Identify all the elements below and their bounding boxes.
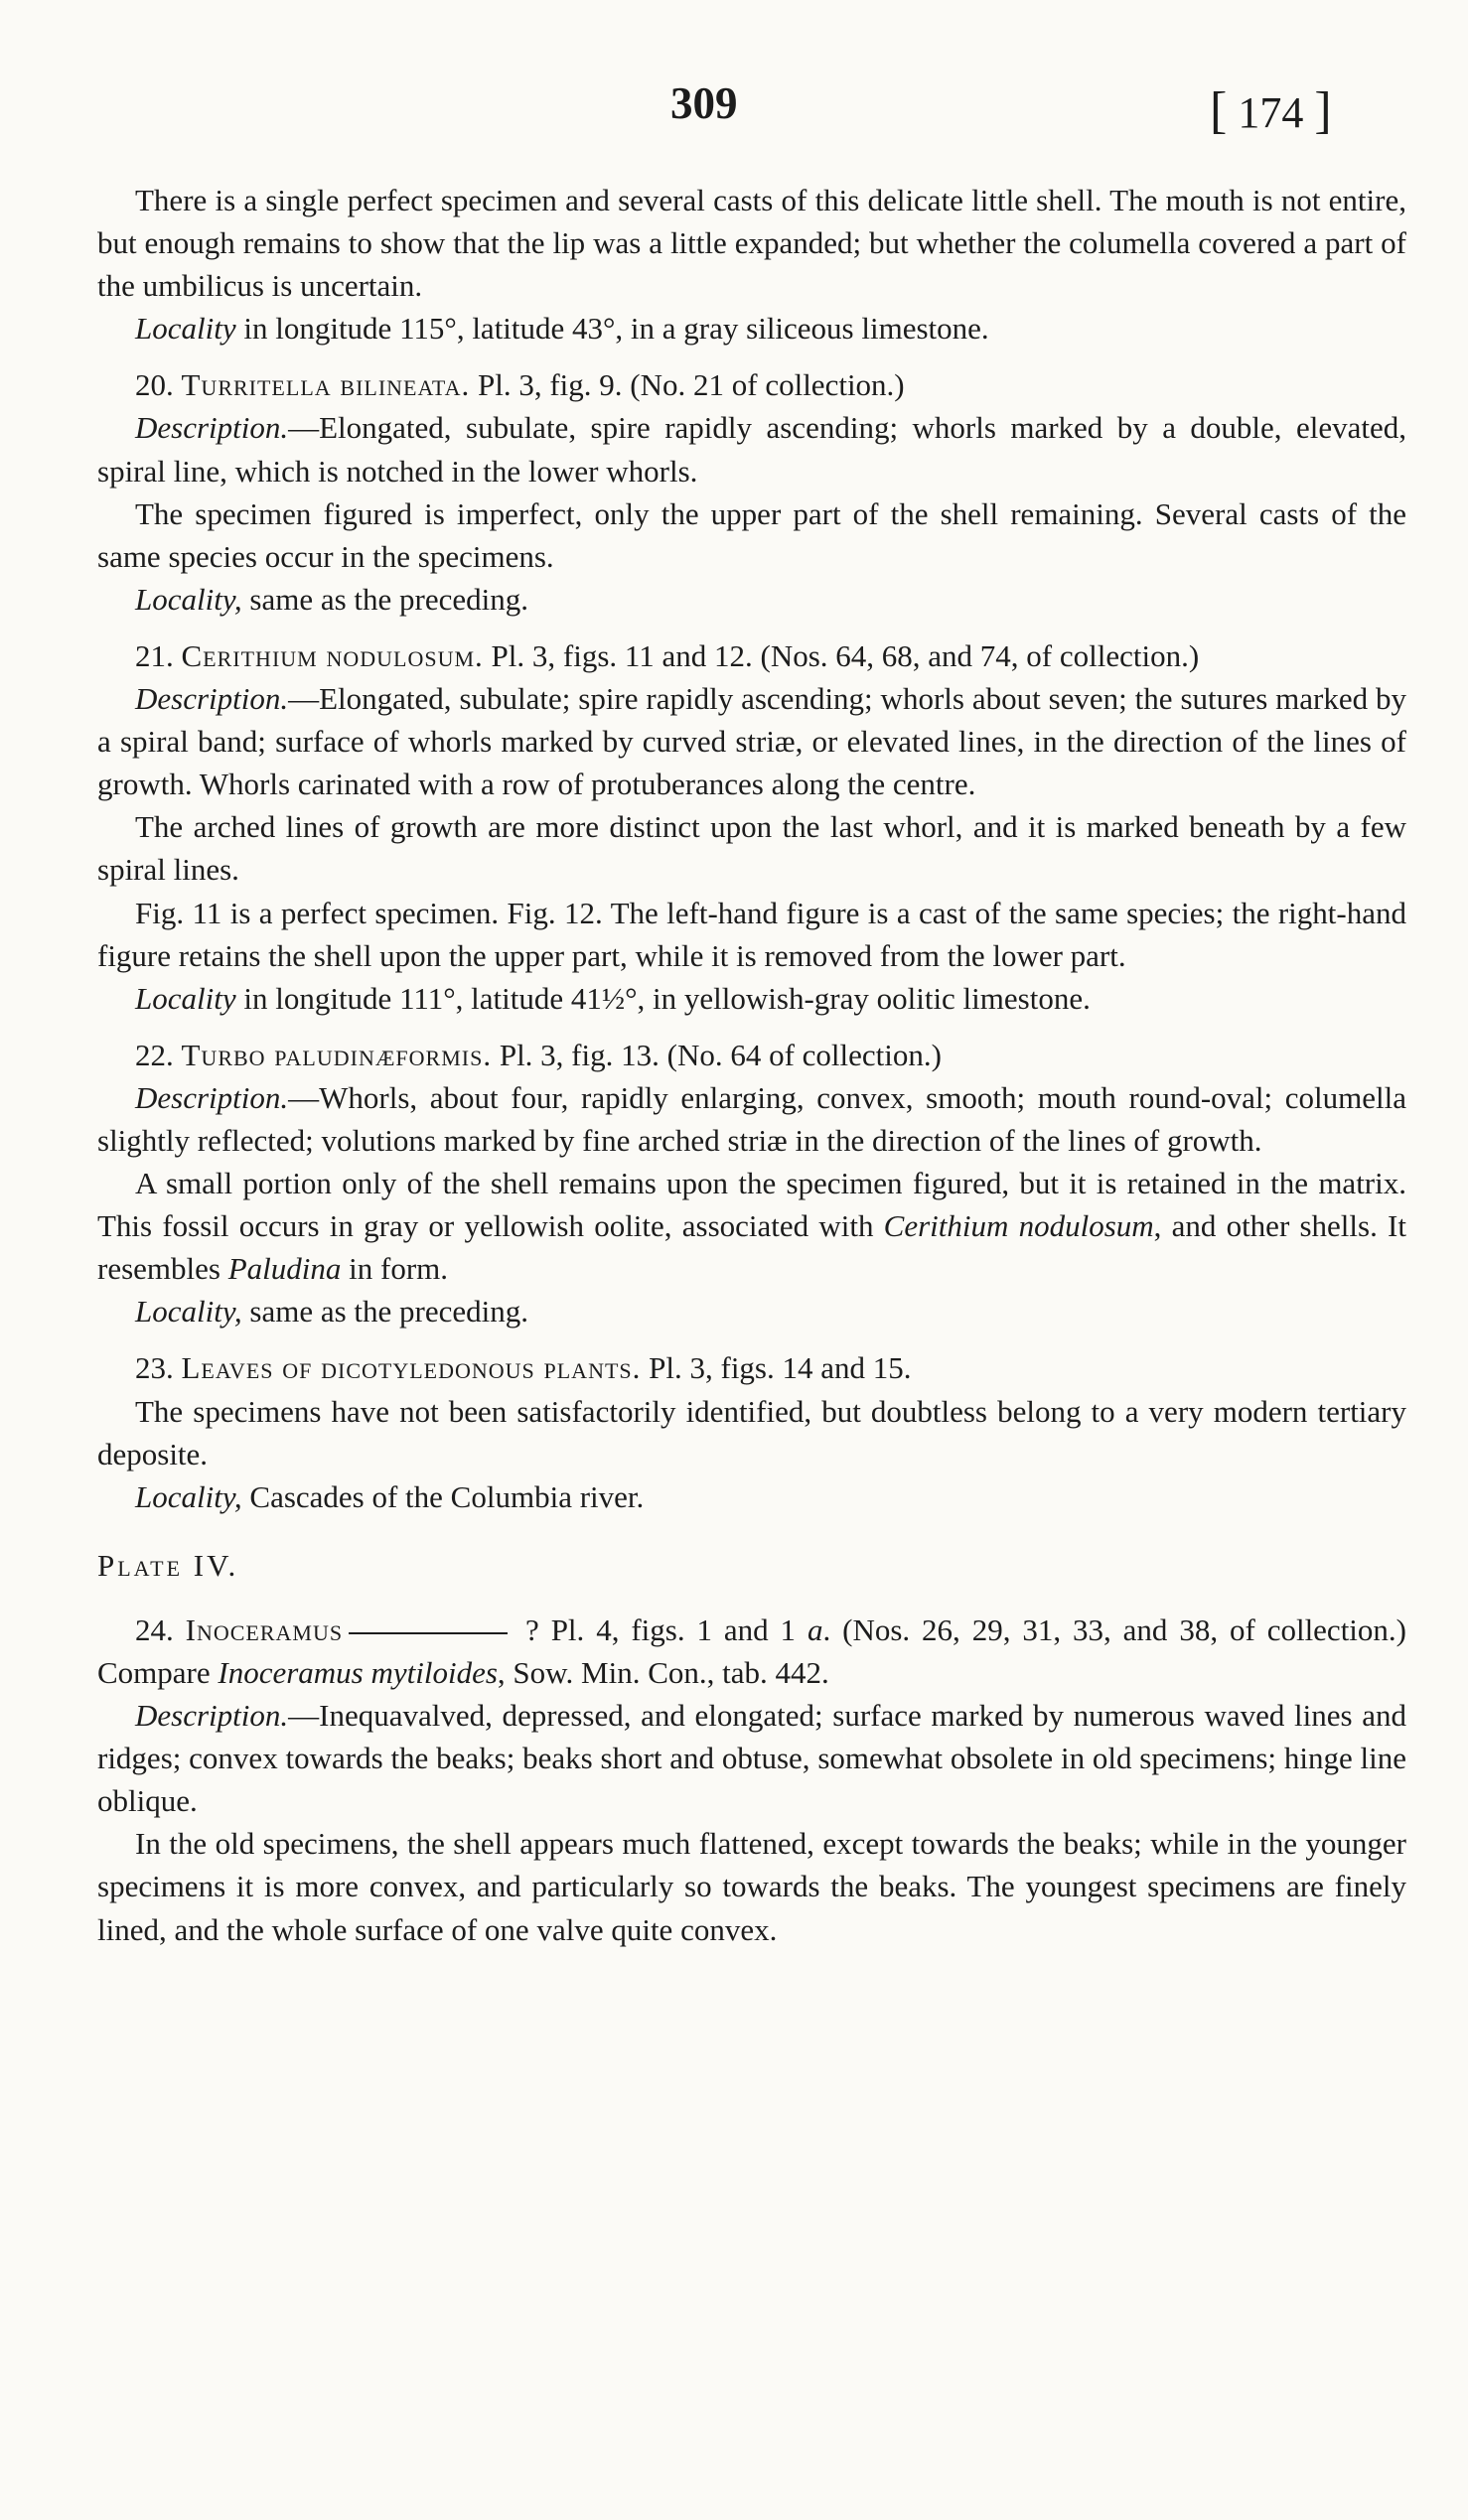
paragraph: There is a single perfect specimen and several casts of this delicate little shell. The mouth is not entire, but enough remains to show that the lip was a little expanded; but whether the columella covered a part of the umbilicus is uncertain. xyxy=(97,183,1406,304)
description-paragraph: Description.—Inequavalved, depressed, and elongated; surface marked by numerous waved lines and ridges; convex towards the beaks; beaks short and obtuse, somewhat obsolete in old specimens; hinge line oblique. xyxy=(97,1698,1406,1819)
locality-paragraph: Locality, same as the preceding. xyxy=(135,581,528,617)
description-paragraph: Description.—Elongated, subulate, spire rapidly ascending; whorls marked by a double, elevated, spiral line, which is notched in the lower whorls. xyxy=(97,410,1406,489)
note-paragraph: The specimens have not been satisfactorily identified, but doubtless belong to a very modern tertiary deposite. xyxy=(97,1393,1406,1471)
page-header xyxy=(0,70,1468,149)
description-paragraph: Description.—Elongated, subulate; spire rapidly ascending; whorls about seven; the sutures marked by a spiral band; surface of whorls marked by curved striæ, or elevated lines, in the direction of the lines of growth. Whorls carinated with a row of protuberances along the centre. xyxy=(97,681,1406,802)
original-page-number: [ 174 ] xyxy=(1210,82,1332,139)
note-paragraph: In the old specimens, the shell appears much flattened, except towards the beaks; while in the younger specimens it is more convex, and particularly so towards the beaks. The youngest specimens are finely lined, and the whole surface of one valve quite convex. xyxy=(97,1826,1406,1947)
locality-paragraph: Locality, same as the preceding. xyxy=(135,1294,528,1330)
note-paragraph: The specimen figured is imperfect, only the upper part of the shell remaining. Several casts of the same species occur in the specimens. xyxy=(97,495,1406,574)
locality-paragraph: Locality, Cascades of the Columbia river. xyxy=(135,1478,645,1514)
species-entry-21: 21. Cerithium nodulosum. Pl. 3, figs. 11 and 12. (Nos. 64, 68, and 74, of collection.) xyxy=(135,637,1200,673)
species-entry-22: 22. Turbo paludinæformis. Pl. 3, fig. 13. (No. 64 of collection.) xyxy=(135,1037,942,1072)
species-entry-20: 20. Turritella bilineata. Pl. 3, fig. 9. (No. 21 of collection.) xyxy=(135,367,905,403)
note-paragraph: Fig. 11 is a perfect specimen. Fig. 12. The left-hand figure is a cast of the same species; the right-hand figure retains the shell upon the upper part, while it is removed from the lower part. xyxy=(97,895,1406,973)
description-paragraph: Description.—Whorls, about four, rapidly enlarging, convex, smooth; mouth round-oval; columella slightly reflected; volutions marked by fine arched striæ in the direction of the lines of growth. xyxy=(97,1079,1406,1158)
page-number: 309 xyxy=(670,78,738,128)
plate-heading: Plate IV. xyxy=(97,1547,239,1583)
note-paragraph: A small portion only of the shell remains upon the specimen figured, but it is retained in the matrix. This fossil occurs in gray or yellowish oolite, associated with Cerithium nodulosum, and other shells. It resembles Paludina in form. xyxy=(97,1166,1406,1287)
note-paragraph: The arched lines of growth are more distinct upon the last whorl, and it is marked beneath by a few spiral lines. xyxy=(97,809,1406,888)
locality-paragraph: Locality in longitude 115°, latitude 43°, in a gray siliceous limestone. xyxy=(135,311,989,347)
blank-dash xyxy=(349,1632,508,1634)
species-entry-24: 24. Inoceramus ? Pl. 4, figs. 1 and 1 a. (Nos. 26, 29, 31, 33, and 38, of collection.) Compare Inoceramus mytiloides, Sow. Min. Con., tab. 442. xyxy=(97,1611,1406,1690)
body-text xyxy=(97,179,1406,1951)
species-entry-23: 23. Leaves of dicotyledonous plants. Pl. 3, figs. 14 and 15. xyxy=(135,1350,912,1386)
locality-paragraph: Locality in longitude 111°, latitude 41½°, in yellowish-gray oolitic limestone. xyxy=(135,980,1091,1016)
